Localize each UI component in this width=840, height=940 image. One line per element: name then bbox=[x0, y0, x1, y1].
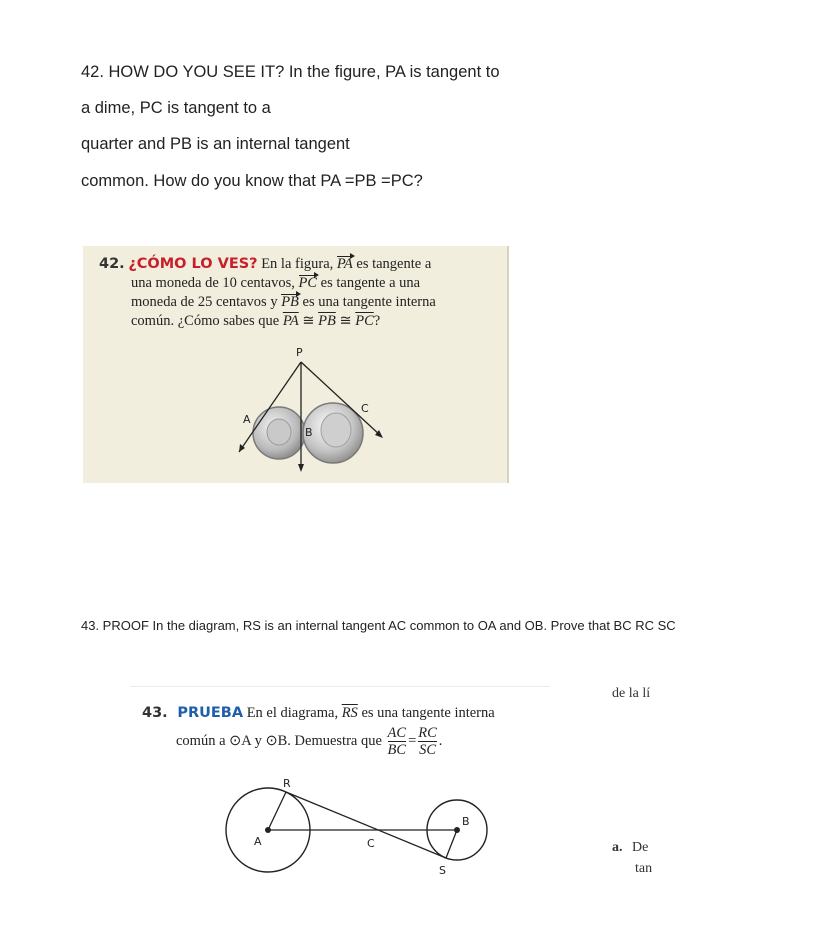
arrow-pb-head bbox=[298, 464, 304, 472]
side-a-label: a. bbox=[612, 840, 623, 855]
q43-text-1b: es una tangente interna bbox=[361, 705, 495, 721]
q42-textbook-figure bbox=[83, 246, 509, 483]
point-a bbox=[265, 827, 271, 833]
side-a-text2: tan bbox=[635, 861, 653, 876]
q42-number: 42. bbox=[99, 256, 125, 272]
q43-top-border bbox=[130, 686, 550, 687]
seg-pb: PB bbox=[318, 313, 336, 329]
q42-text-1b: es tangente a bbox=[356, 256, 432, 272]
seg-pa: PA bbox=[282, 313, 299, 329]
side-a-text1: De bbox=[632, 840, 649, 855]
q43-circles-diagram bbox=[220, 775, 520, 885]
q43-number: 43. bbox=[142, 705, 168, 721]
point-b bbox=[454, 827, 460, 833]
radius-bs bbox=[446, 830, 457, 858]
q42-text-line-2: a dime, PC is tangent to a bbox=[81, 99, 271, 117]
q42-spanish-text: 42. ¿CÓMO LO VES? En la figura, PA es tangente a una moneda de 10 centavos, PC es tangente a una moneda de 25 centavos y PB es una tangente interna común. ¿Cómo sabes que PA ≅ PB ≅ PC? bbox=[99, 256, 436, 329]
q42-text-line-3: quarter and PB is an internal tangent bbox=[81, 135, 350, 153]
seg-pc: PC bbox=[355, 313, 374, 329]
radius-ar bbox=[268, 792, 286, 830]
fraction-rc-sc bbox=[418, 725, 437, 758]
q42-text-4-end: ? bbox=[373, 313, 381, 329]
frac1-top: AC bbox=[387, 725, 407, 741]
label-r: R bbox=[283, 777, 291, 790]
q42-text-3b: es una tangente interna bbox=[302, 294, 436, 310]
q42-text-3a: moneda de 25 centavos y bbox=[131, 294, 278, 310]
label-c43: C bbox=[367, 837, 375, 850]
q43-text-2: común a ⊙A y ⊙B. Demuestra que bbox=[176, 732, 382, 749]
label-b: B bbox=[305, 426, 313, 439]
side-fragment-top: de la lí bbox=[612, 686, 651, 701]
q42-text-2a: una moneda de 10 centavos, bbox=[131, 275, 295, 291]
side-fragment-a bbox=[612, 840, 648, 856]
frac2-bottom: SC bbox=[419, 742, 436, 758]
label-s: S bbox=[439, 864, 446, 877]
q42-text-1a: En la figura, bbox=[261, 256, 334, 272]
q43-text-line: 43. PROOF In the diagram, RS is an internal tangent AC common to OA and OB. Prove that BC RC SC bbox=[81, 618, 676, 633]
q42-text-line-1: 42. HOW DO YOU SEE IT? In the figure, PA is tangent to bbox=[81, 63, 500, 81]
vec-pc: PC bbox=[298, 275, 318, 291]
q42-heading: ¿CÓMO LO VES? bbox=[128, 256, 258, 272]
label-c: C bbox=[361, 402, 369, 415]
label-p: P bbox=[296, 346, 303, 359]
vec-pa: PA bbox=[336, 256, 353, 272]
label-a43: A bbox=[254, 835, 262, 848]
fraction-ac-bc bbox=[388, 725, 407, 758]
q42-text-line-4: common. How do you know that PA =PB =PC? bbox=[81, 172, 423, 190]
q43-heading: PRUEBA bbox=[177, 705, 244, 721]
q43-text-1a: En el diagrama, bbox=[246, 705, 339, 721]
q42-coin-diagram bbox=[83, 246, 509, 483]
label-b43: B bbox=[462, 815, 470, 828]
q42-text-4a: común. ¿Cómo sabes que bbox=[131, 313, 280, 329]
frac2-top: RC bbox=[418, 725, 437, 741]
dime-portrait bbox=[267, 419, 291, 445]
frac1-bottom: BC bbox=[387, 742, 407, 758]
quarter-portrait bbox=[321, 413, 351, 447]
q42-text-2b: es tangente a una bbox=[320, 275, 421, 291]
label-a: A bbox=[243, 413, 251, 426]
seg-rs: RS bbox=[341, 705, 358, 721]
q43-spanish-text: 43. PRUEBA En el diagrama, RS es una tangente interna común a ⊙A y ⊙B. Demuestra que $\frac{AC}{BC}$ = $\frac{RC}{SC}$ . bbox=[142, 705, 495, 758]
vec-pb: PB bbox=[281, 294, 299, 310]
